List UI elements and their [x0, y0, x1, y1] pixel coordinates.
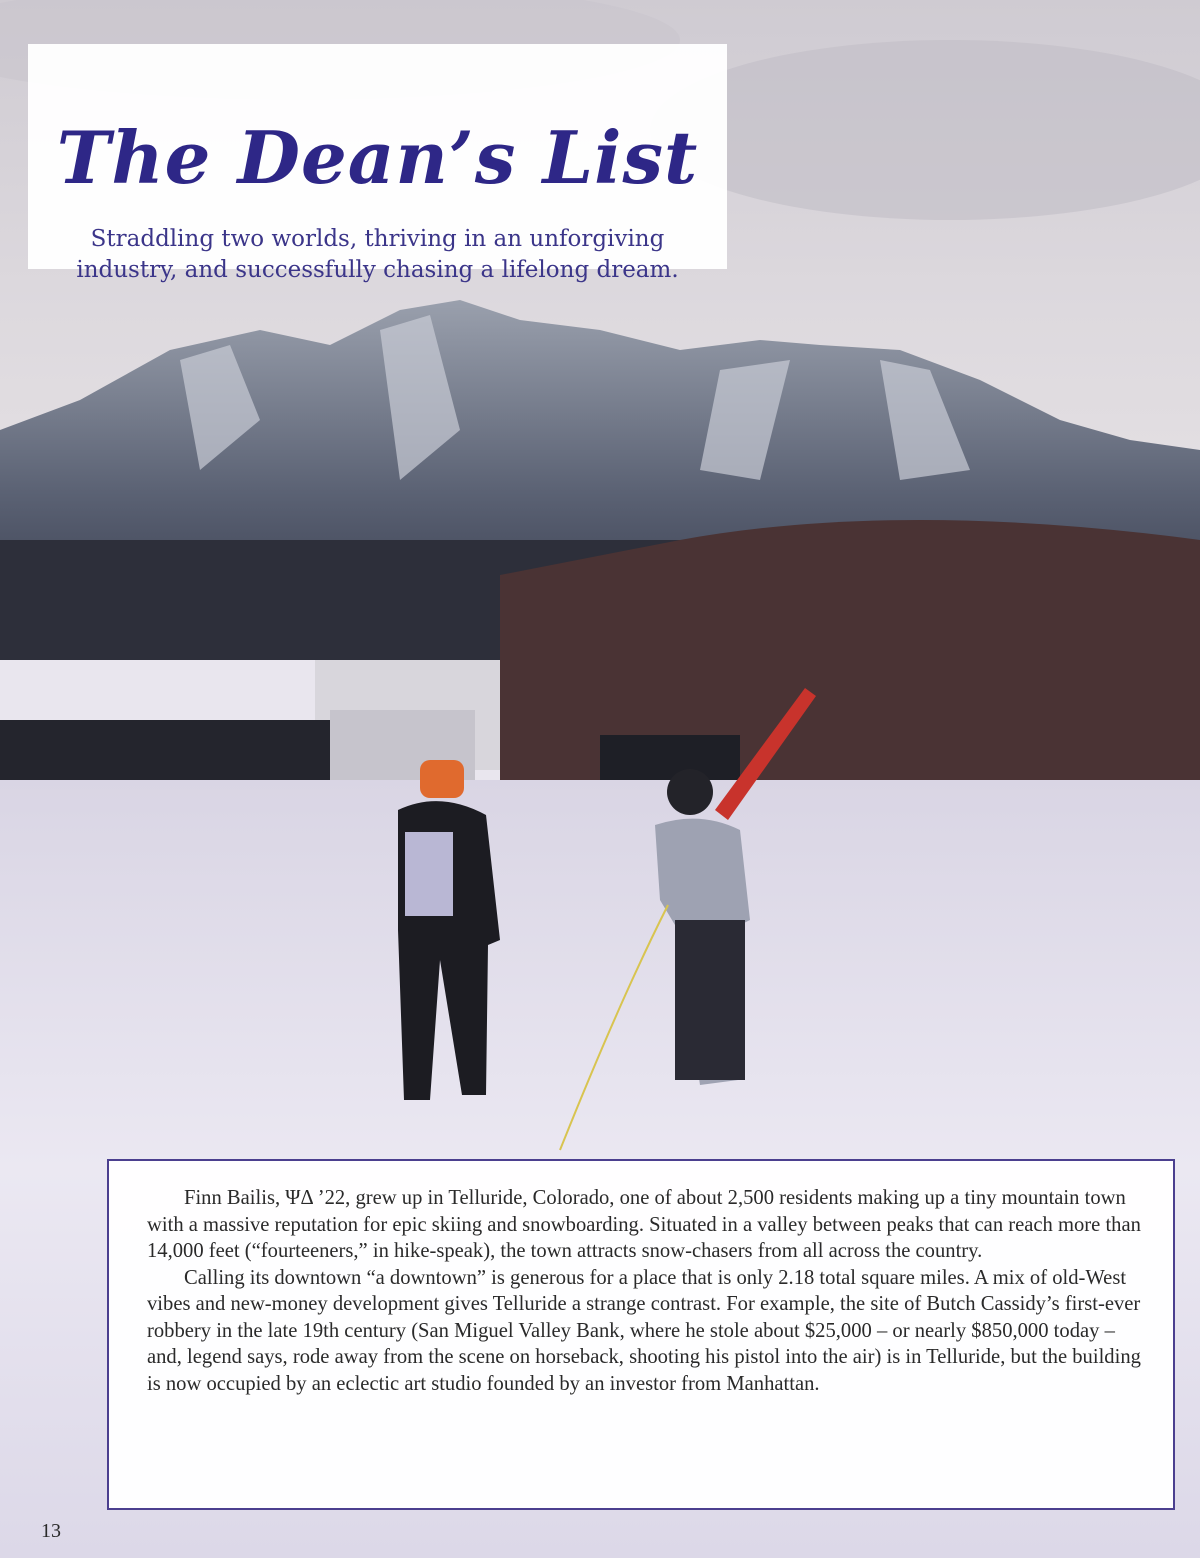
- page-number: 13: [41, 1520, 61, 1542]
- subtitle-line-2: industry, and successfully chasing a lifelong dream.: [76, 257, 679, 283]
- subtitle-line-1: Straddling two worlds, thriving in an unforgiving: [90, 226, 665, 252]
- article-text-box: [107, 1159, 1175, 1510]
- article-paragraph-1: Finn Bailis, ΨΔ ’22, grew up in Telluride, Colorado, one of about 2,500 residents making up a tiny mountain town with a massive reputation for epic skiing and snowboarding. Situated in a valley between peaks that can reach more than 14,000 feet (“fourteeners,” in hike-speak), the town attracts snow-chasers from all across the country.: [147, 1187, 1141, 1262]
- subtitle: [52, 224, 703, 286]
- page-title: The Dean’s List: [56, 115, 699, 200]
- title-box: [28, 44, 727, 283]
- article-paragraph-2: Calling its downtown “a downtown” is generous for a place that is only 2.18 total square miles. A mix of old-West vibes and new-money development gives Telluride a strange contrast. For example, the site of Butch Cassidy’s first-ever robbery in the late 19th century (San Miguel Valley Bank, where he stole about $25,000 – or nearly $850,000 today – and, legend says, rode away from the scene on horseback, shooting his pistol into the air) is in Telluride, but the building is now occupied by an eclectic art studio founded by an investor from Manhattan.: [147, 1266, 1141, 1395]
